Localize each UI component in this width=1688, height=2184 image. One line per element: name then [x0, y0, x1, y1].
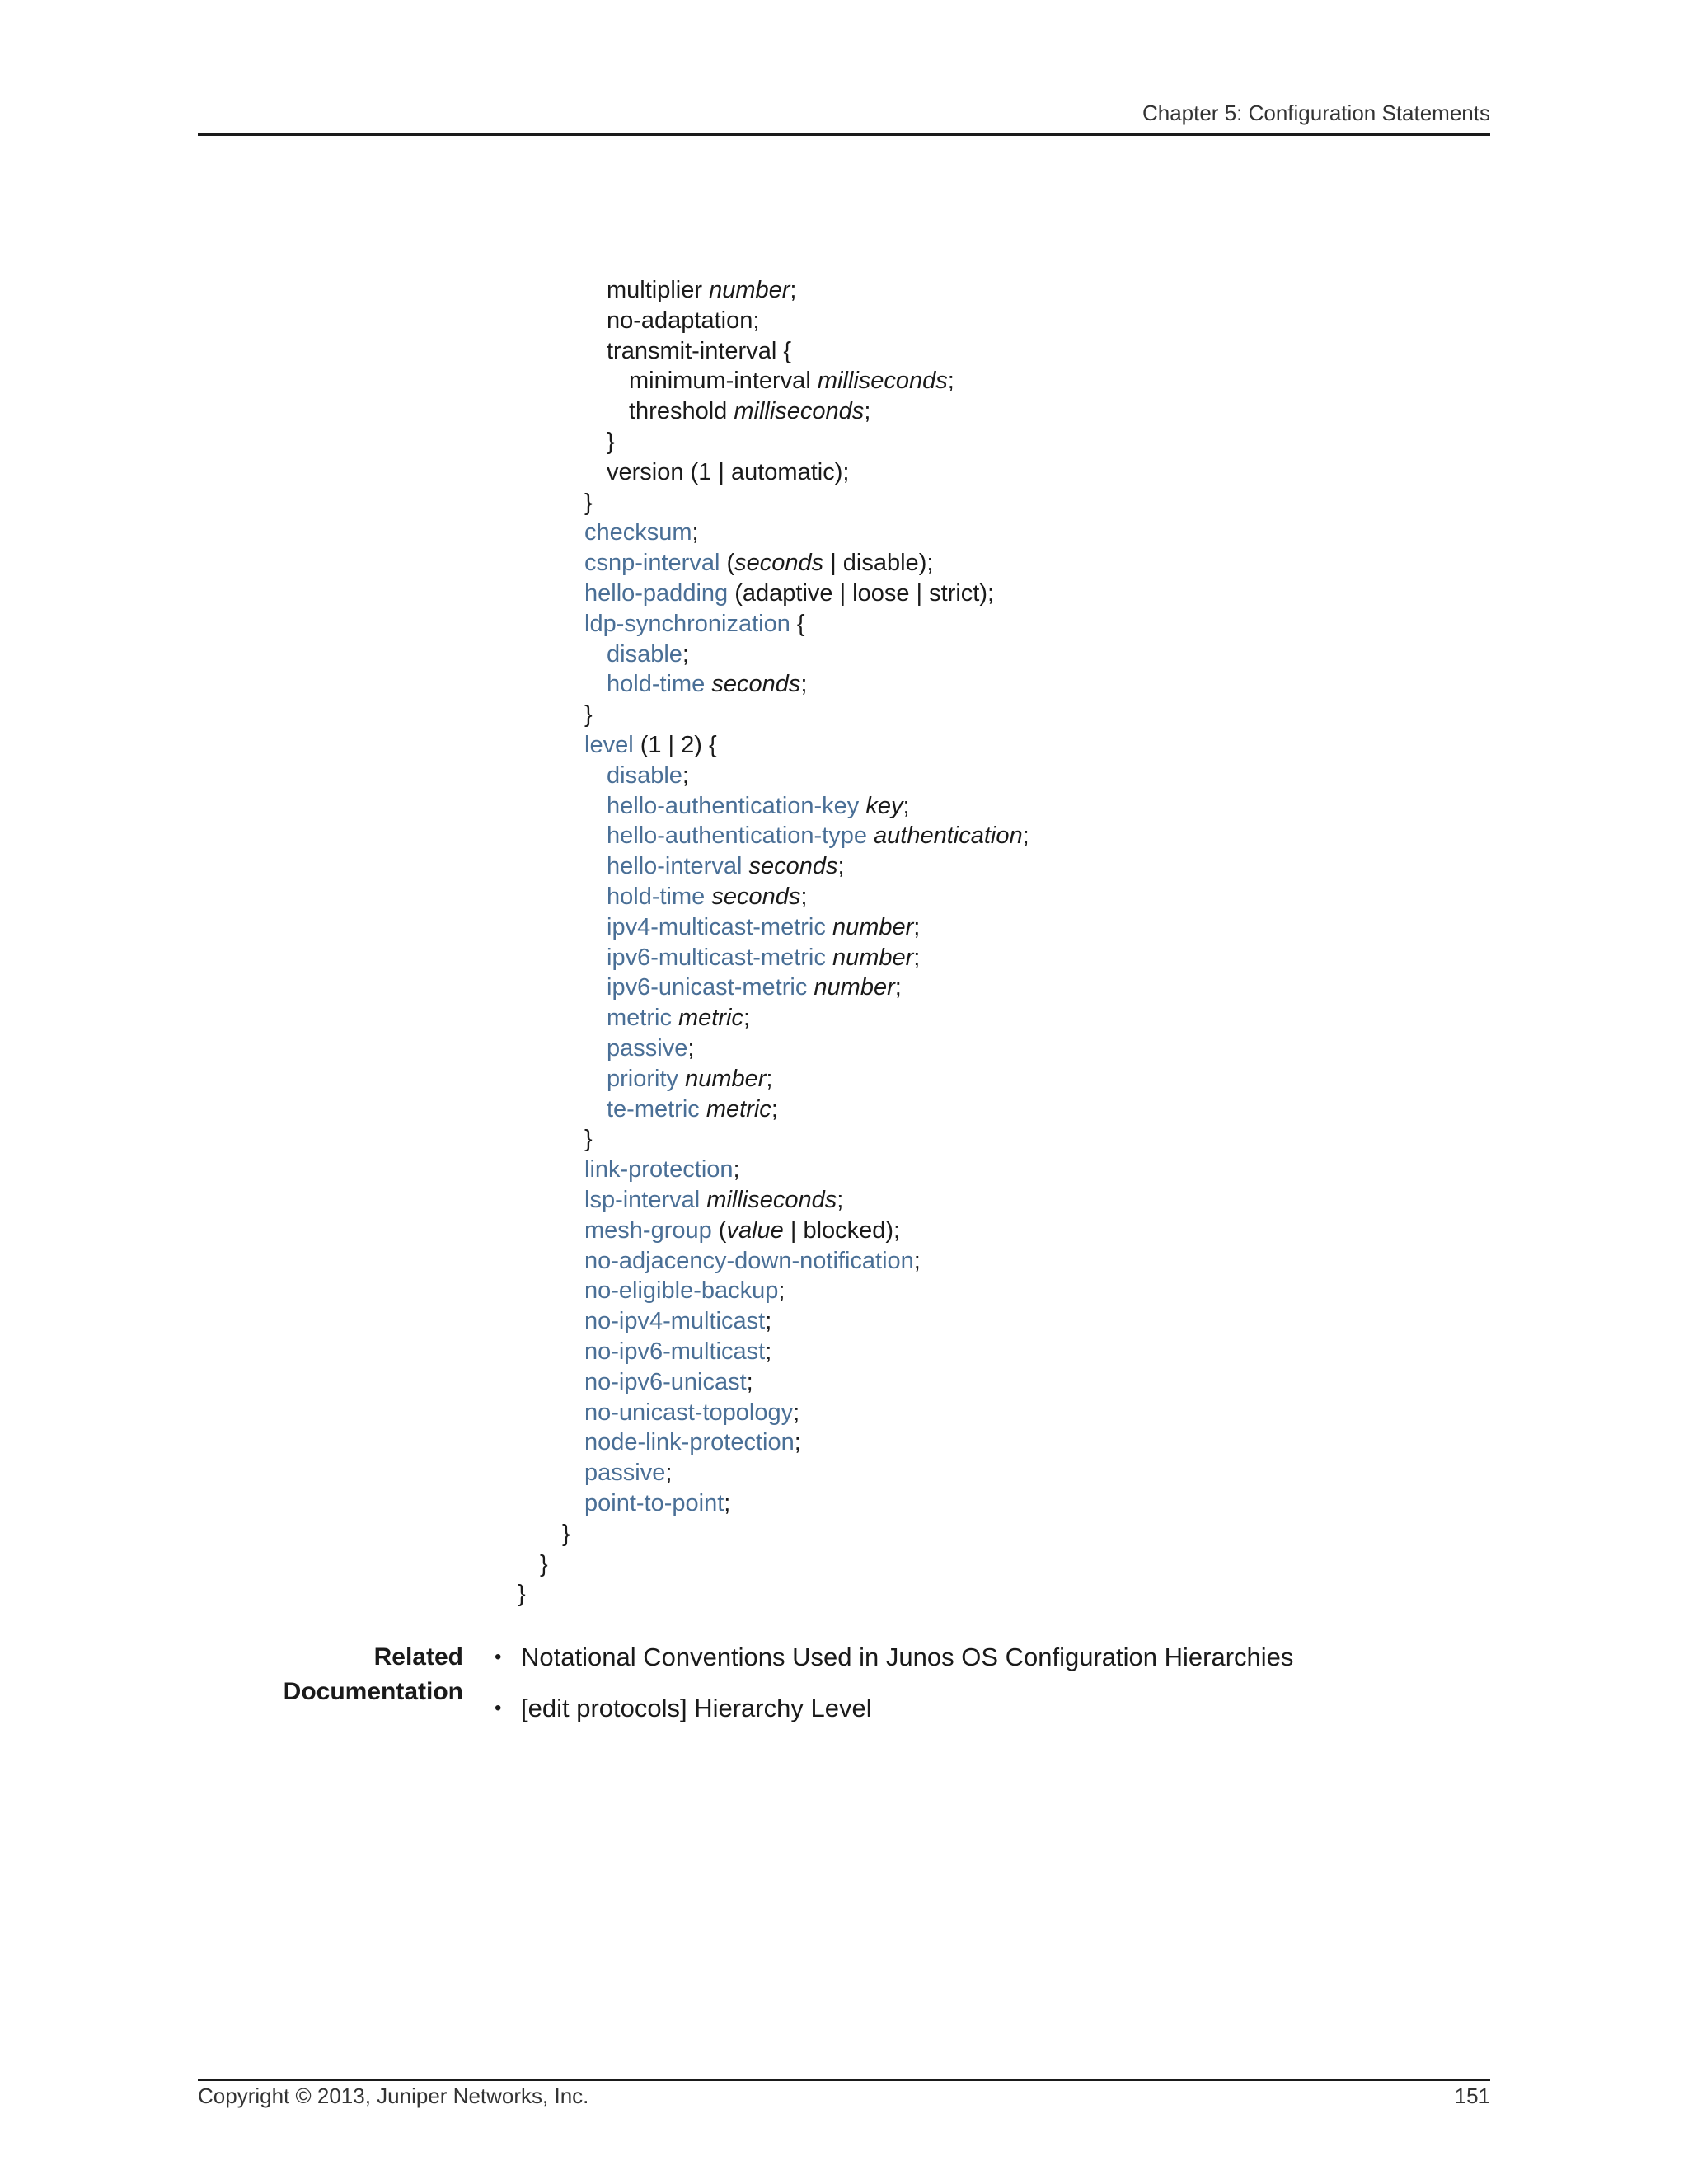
- code-line: [584, 1458, 672, 1488]
- related-documentation-list: [495, 1640, 1293, 1742]
- code-text: [867, 823, 874, 849]
- code-line: [584, 1488, 730, 1519]
- code-text: ;: [665, 1460, 673, 1487]
- code-text: }: [584, 1126, 593, 1153]
- code-text: ;: [913, 1247, 921, 1274]
- code-line: [584, 1155, 740, 1185]
- code-text: }: [518, 1581, 526, 1608]
- code-line: [584, 579, 994, 609]
- statement-link[interactable]: no-eligible-backup: [584, 1277, 779, 1305]
- statement-link[interactable]: priority: [607, 1065, 679, 1092]
- code-text: ;: [800, 883, 808, 910]
- statement-link[interactable]: csnp-interval: [584, 550, 720, 577]
- statement-link[interactable]: no-ipv4-multicast: [584, 1308, 766, 1335]
- code-line: [607, 882, 807, 912]
- statement-link[interactable]: ipv6-multicast-metric: [607, 944, 826, 971]
- statement-link[interactable]: disable: [607, 762, 682, 789]
- related-label-line-2: Documentation: [283, 1678, 463, 1705]
- code-text: version (1 | automatic);: [607, 458, 850, 485]
- code-text: ;: [947, 368, 954, 395]
- code-line: [584, 548, 933, 579]
- code-text: [672, 1005, 678, 1031]
- statement-link[interactable]: hold-time: [607, 671, 706, 698]
- code-text: }: [540, 1550, 548, 1577]
- statement-link[interactable]: lsp-interval: [584, 1187, 701, 1213]
- code-text: transmit-interval {: [607, 337, 792, 364]
- code-line: [584, 1276, 785, 1306]
- code-line: [584, 518, 699, 548]
- related-label-line-1: Related: [373, 1643, 463, 1671]
- code-text: (: [720, 550, 735, 577]
- statement-link[interactable]: hello-authentication-key: [607, 792, 860, 819]
- code-line: [607, 821, 1029, 851]
- code-text: ;: [765, 1308, 772, 1335]
- code-text: }: [584, 489, 593, 516]
- code-line: [584, 1337, 771, 1367]
- code-text: ;: [743, 1005, 751, 1032]
- code-text: ;: [766, 1065, 773, 1092]
- code-text: {: [790, 610, 805, 637]
- statement-link[interactable]: mesh-group: [584, 1216, 712, 1244]
- code-line: [584, 1306, 771, 1337]
- code-line: [540, 1549, 548, 1580]
- code-text: }: [607, 429, 615, 455]
- code-line: [607, 640, 689, 670]
- variable-text: seconds: [711, 671, 801, 698]
- code-line: [518, 1579, 526, 1610]
- code-line: [584, 1398, 799, 1428]
- code-line: [562, 1519, 570, 1549]
- code-text: ;: [733, 1156, 740, 1183]
- code-line: [607, 1094, 778, 1125]
- related-link[interactable]: • Notational Conventions Used in Junos OS Configuration Hierarchies: [495, 1640, 1293, 1675]
- code-text: threshold: [629, 398, 734, 425]
- code-line: [584, 730, 717, 761]
- code-text: (1 | 2) {: [633, 732, 717, 758]
- statement-link[interactable]: ipv6-unicast-metric: [607, 974, 808, 1001]
- code-text: | disable);: [823, 550, 934, 577]
- code-text: ;: [778, 1277, 785, 1305]
- statement-link[interactable]: hello-padding: [584, 580, 729, 607]
- header-rule: [198, 133, 1490, 136]
- code-text: [826, 944, 832, 971]
- code-text: ;: [692, 519, 699, 546]
- code-text: ;: [724, 1490, 731, 1516]
- code-text: (: [711, 1216, 727, 1244]
- code-line: [607, 669, 807, 700]
- code-text: ;: [800, 671, 808, 698]
- code-text: [826, 914, 832, 940]
- code-text: ;: [687, 1035, 695, 1062]
- statement-link[interactable]: disable: [607, 640, 682, 668]
- code-text: ;: [790, 277, 797, 303]
- code-text: ;: [913, 913, 921, 940]
- statement-link[interactable]: no-unicast-topology: [584, 1399, 794, 1426]
- code-line: [629, 366, 954, 396]
- statement-link[interactable]: level: [584, 732, 634, 758]
- code-text: (adaptive | loose | strict);: [728, 580, 995, 607]
- statement-link[interactable]: ipv4-multicast-metric: [607, 913, 826, 940]
- variable-text: number: [685, 1065, 767, 1092]
- statement-link[interactable]: node-link-protection: [584, 1429, 795, 1456]
- code-line: [607, 457, 849, 488]
- code-text: multiplier: [607, 277, 710, 303]
- code-line: [584, 609, 805, 640]
- code-line: [584, 1427, 801, 1458]
- code-text: ;: [682, 640, 689, 668]
- code-text: ;: [837, 853, 845, 880]
- variable-text: number: [814, 974, 895, 1001]
- code-text: no-adaptation;: [607, 307, 760, 334]
- code-line: [607, 1003, 750, 1033]
- code-line: [607, 791, 910, 822]
- variable-text: metric: [678, 1005, 743, 1032]
- code-text: ;: [894, 974, 902, 1001]
- code-line: [584, 1185, 843, 1216]
- variable-text: seconds: [748, 853, 838, 880]
- copyright: Copyright © 2013, Juniper Networks, Inc.: [198, 2083, 589, 2108]
- statement-link[interactable]: point-to-point: [584, 1490, 724, 1516]
- code-line: [607, 275, 796, 306]
- variable-text: number: [709, 277, 790, 303]
- code-text: }: [562, 1520, 570, 1547]
- code-line: [607, 1064, 772, 1094]
- statement-link[interactable]: no-adjacency-down-notification: [584, 1247, 914, 1274]
- statement-link[interactable]: ldp-synchronization: [584, 610, 790, 637]
- related-documentation-label: [284, 1640, 463, 1709]
- code-line: [607, 943, 920, 973]
- variable-text: number: [832, 913, 914, 940]
- variable-text: key: [865, 792, 903, 819]
- code-text: ;: [682, 762, 689, 789]
- code-text: ;: [746, 1368, 753, 1395]
- code-text: ;: [771, 1095, 778, 1122]
- page-number: 151: [1454, 2083, 1490, 2108]
- code-line: [607, 972, 902, 1003]
- footer-rule: [198, 2079, 1490, 2081]
- code-line: [607, 427, 615, 457]
- code-text: ;: [903, 792, 910, 819]
- code-line: [584, 488, 593, 518]
- code-text: ;: [793, 1399, 800, 1426]
- code-line: [584, 1367, 753, 1398]
- code-line: [584, 1216, 900, 1246]
- statement-link[interactable]: link-protection: [584, 1156, 734, 1183]
- variable-text: milliseconds: [706, 1187, 837, 1213]
- code-text: ;: [913, 944, 921, 971]
- statement-link[interactable]: checksum: [584, 519, 692, 546]
- statement-link[interactable]: hold-time: [607, 883, 706, 910]
- variable-text: seconds: [711, 883, 801, 910]
- code-text: ;: [765, 1338, 772, 1365]
- variable-text: milliseconds: [817, 368, 948, 395]
- code-line: [584, 1124, 593, 1155]
- statement-link[interactable]: no-ipv6-multicast: [584, 1338, 766, 1365]
- code-line: [607, 761, 689, 791]
- code-text: ;: [794, 1429, 801, 1456]
- code-line: [584, 700, 593, 730]
- variable-text: authentication: [874, 823, 1023, 850]
- statement-link[interactable]: passive: [584, 1460, 666, 1487]
- code-text: minimum-interval: [629, 368, 818, 395]
- code-line: [607, 851, 845, 882]
- statement-link[interactable]: no-ipv6-unicast: [584, 1368, 747, 1395]
- statement-link[interactable]: te-metric: [607, 1095, 700, 1122]
- code-line: [607, 306, 759, 336]
- code-line: [607, 1033, 694, 1064]
- statement-link[interactable]: hello-authentication-type: [607, 823, 867, 850]
- chapter-header: Chapter 5: Configuration Statements: [1142, 101, 1490, 125]
- variable-text: seconds: [734, 550, 824, 577]
- related-link[interactable]: • [edit protocols] Hierarchy Level: [495, 1691, 1293, 1726]
- code-text: ;: [1022, 823, 1029, 850]
- code-line: [629, 396, 870, 427]
- variable-text: value: [726, 1216, 784, 1244]
- code-line: [607, 336, 791, 367]
- statement-link[interactable]: hello-interval: [607, 853, 743, 880]
- code-line: [607, 912, 920, 943]
- code-text: }: [584, 701, 593, 729]
- variable-text: metric: [706, 1095, 771, 1122]
- statement-link[interactable]: metric: [607, 1005, 672, 1032]
- variable-text: milliseconds: [734, 398, 865, 425]
- statement-link[interactable]: passive: [607, 1035, 688, 1062]
- code-line: [584, 1246, 921, 1277]
- code-text: ;: [837, 1187, 844, 1213]
- code-text: | blocked);: [783, 1216, 901, 1244]
- variable-text: number: [832, 944, 914, 971]
- code-text: [678, 1066, 685, 1092]
- code-text: [700, 1096, 706, 1122]
- code-text: ;: [864, 398, 871, 425]
